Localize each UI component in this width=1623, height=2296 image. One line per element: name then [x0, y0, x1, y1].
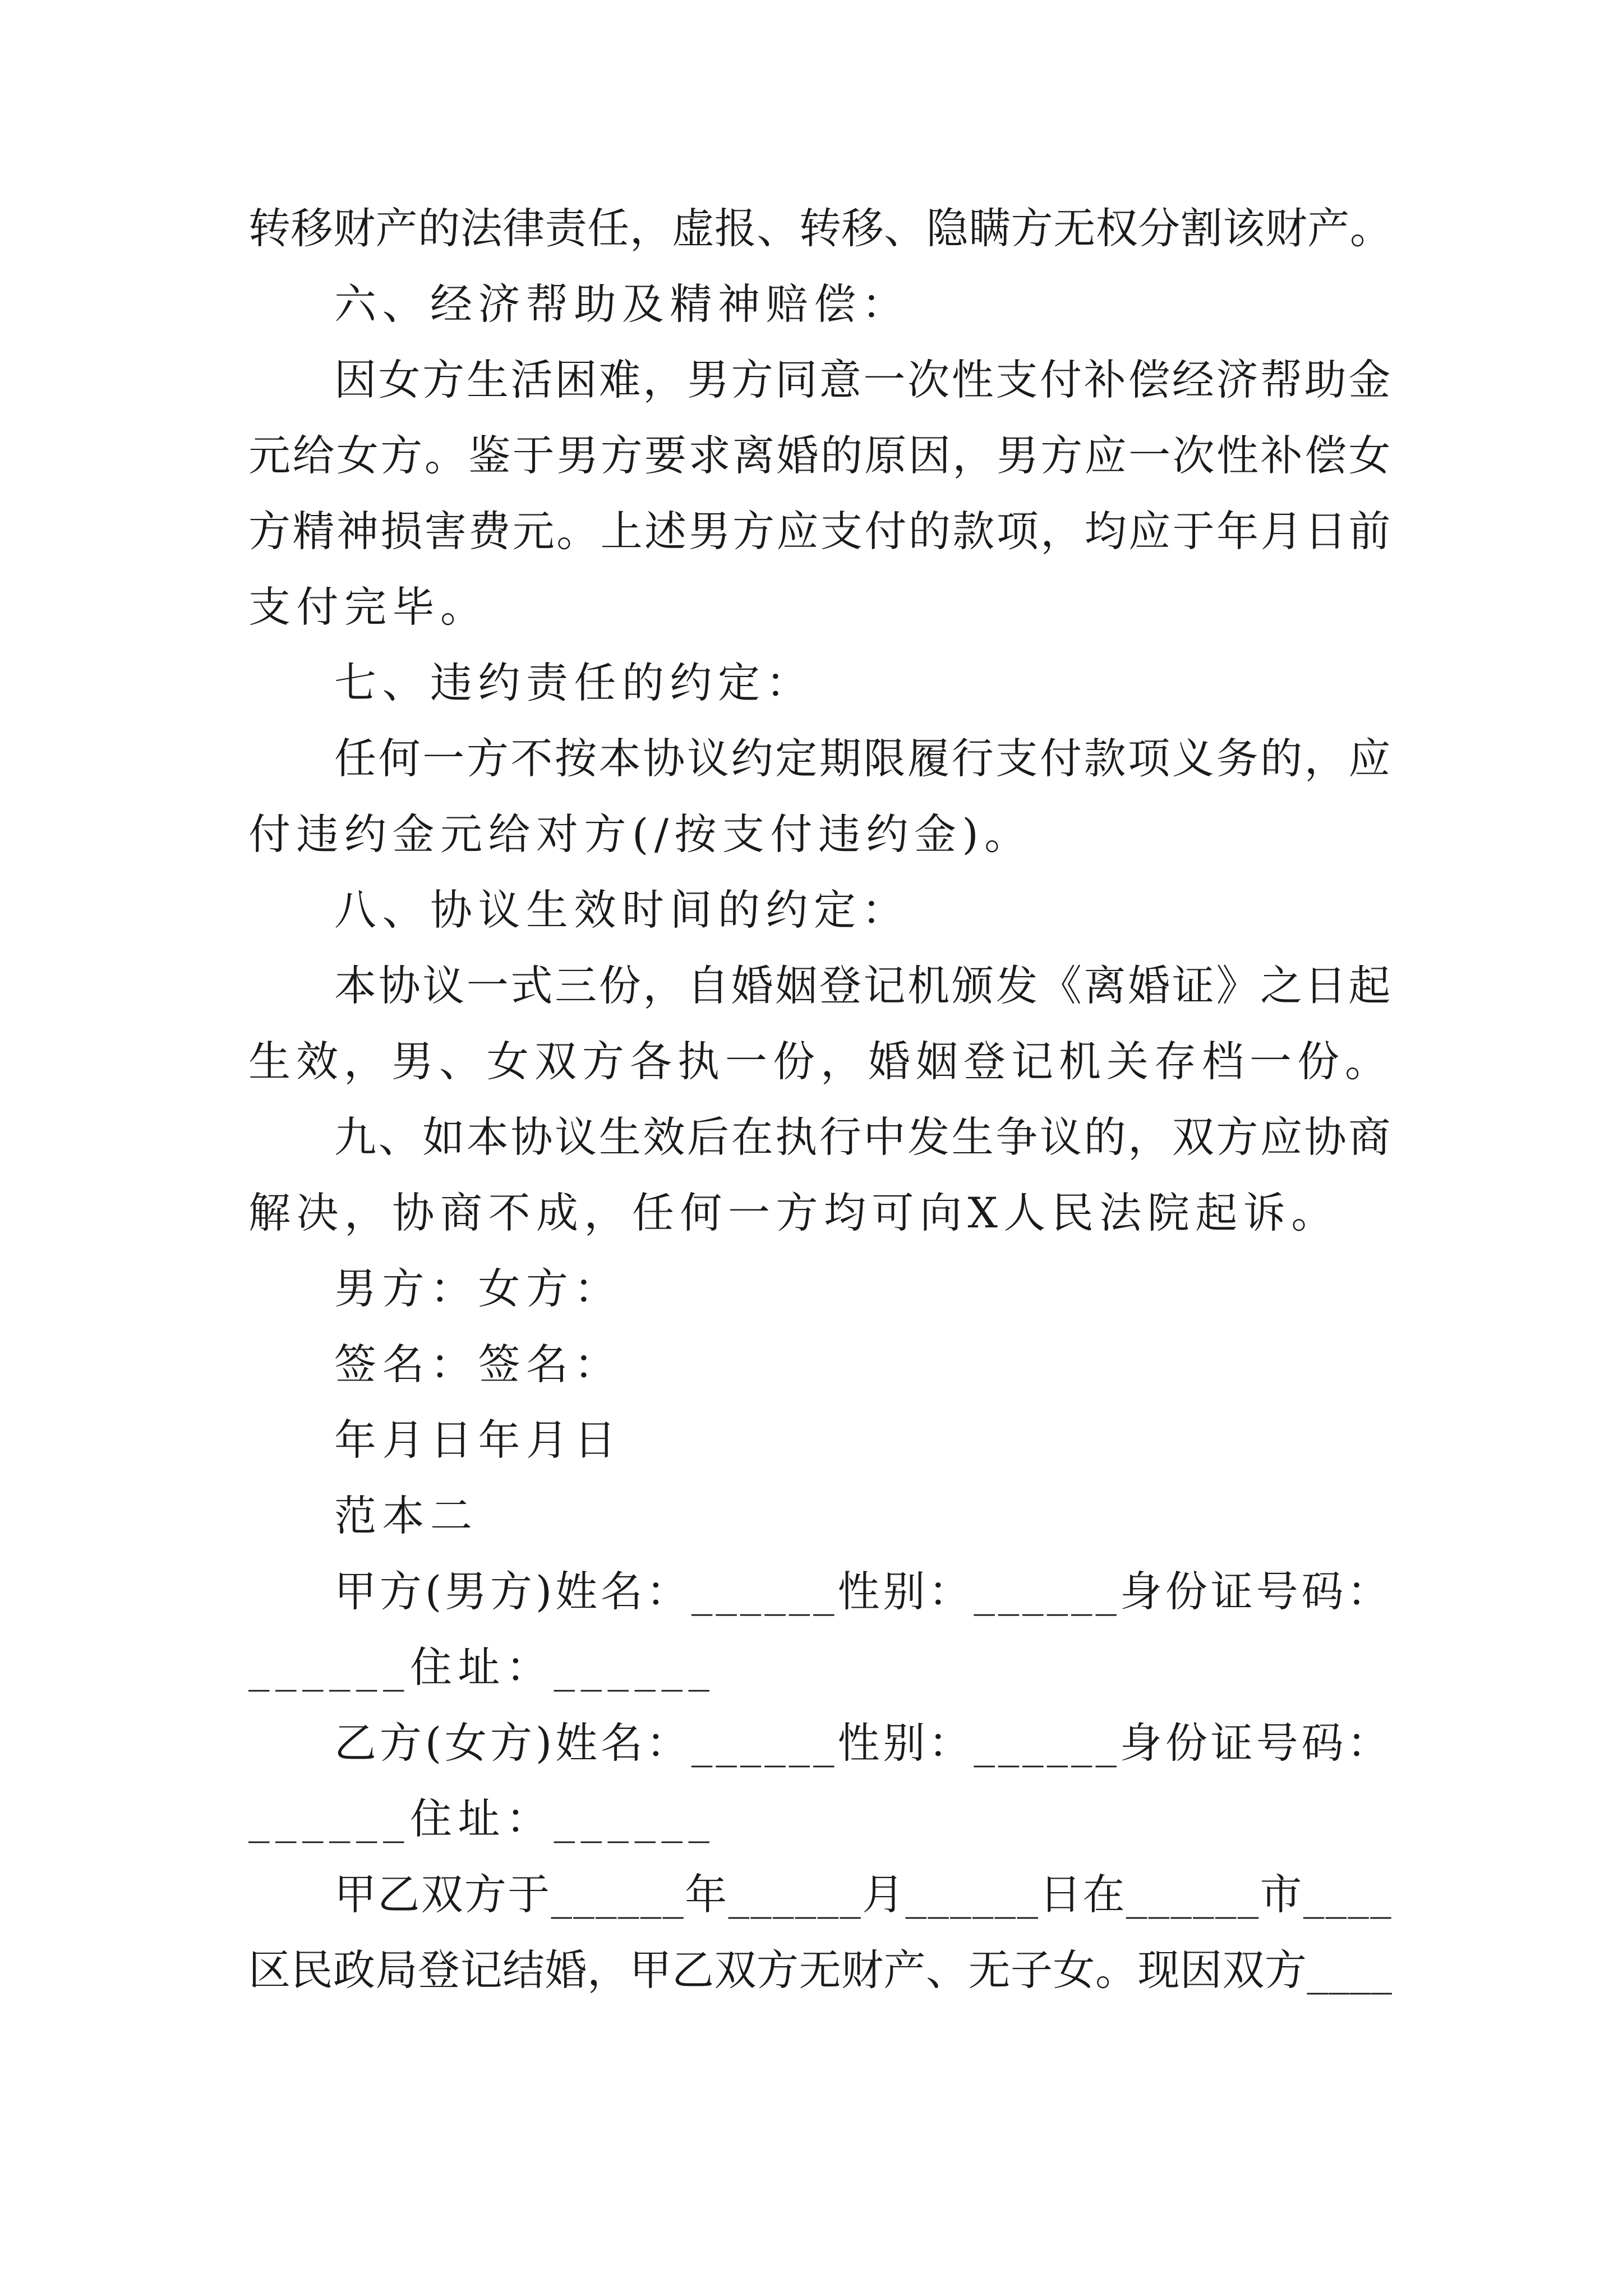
signature-parties-line: 男方：女方： — [334, 1264, 623, 1313]
signature-name-line: 签名：签名： — [334, 1340, 623, 1389]
text-line-6: 支付完毕。 — [248, 582, 488, 632]
template-two-heading: 范本二 — [334, 1491, 478, 1540]
section-heading-9: 九、如本协议生效后在执行中发生争议的，双方应协商 — [334, 1112, 1393, 1162]
section-heading-8: 八、协议生效时间的约定： — [334, 885, 910, 935]
text-line-5: 方精神损害费元。上述男方应支付的款项，均应于年月日前 — [248, 507, 1393, 556]
text-line-12: 生效，男、女双方各执一份，婚姻登记机关存档一份。 — [248, 1037, 1393, 1086]
text-line-3: 因女方生活困难，男方同意一次性支付补偿经济帮助金 — [334, 355, 1393, 404]
text-line-11: 本协议一式三份，自婚姻登记机颁发《离婚证》之日起 — [334, 961, 1393, 1010]
signature-date-line: 年月日年月日 — [334, 1415, 623, 1465]
marriage-registration-line: 甲乙双方于______年______月______日在______市____ — [334, 1870, 1393, 1919]
party-a-info-line: 甲方(男方)姓名：______性别：______身份证号码： — [334, 1567, 1393, 1616]
section-heading-7: 七、违约责任的约定： — [334, 658, 814, 707]
marriage-status-line: 区民政局登记结婚，甲乙双方无财产、无子女。现因双方____ — [248, 1945, 1393, 1995]
party-a-address-line: ______住址：______ — [248, 1642, 716, 1692]
text-line-8: 任何一方不按本协议约定期限履行支付款项义务的，应 — [334, 734, 1393, 783]
party-b-address-line: ______住址：______ — [248, 1794, 716, 1843]
document-page — [248, 191, 1393, 2008]
text-line-4: 元给女方。鉴于男方要求离婚的原因，男方应一次性补偿女 — [248, 431, 1393, 480]
party-b-info-line: 乙方(女方)姓名：______性别：______身份证号码： — [334, 1718, 1393, 1768]
text-line-9: 付违约金元给对方(/按支付违约金)。 — [248, 809, 1032, 859]
section-heading-6: 六、经济帮助及精神赔偿： — [334, 279, 910, 329]
text-line-1: 转移财产的法律责任，虚报、转移、隐瞒方无权分割该财产。 — [248, 204, 1393, 253]
text-line-14: 解决，协商不成，任何一方均可向X人民法院起诉。 — [248, 1188, 1339, 1237]
